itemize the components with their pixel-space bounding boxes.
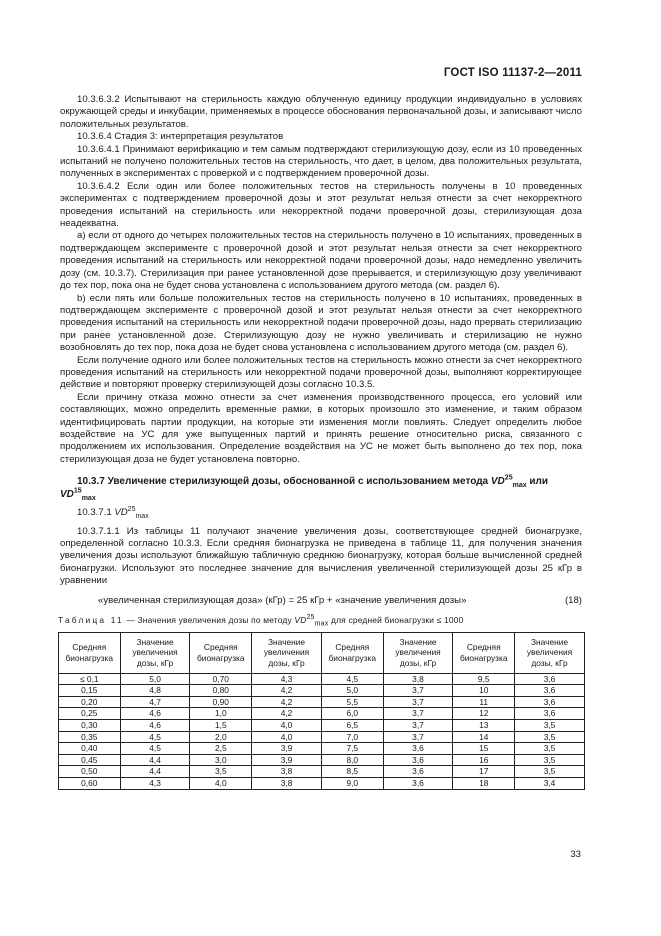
table-cell: 0,15 [59, 685, 121, 697]
table-cell: 4,3 [120, 777, 190, 789]
table-cell: 3,9 [252, 743, 322, 755]
table-cell: 1,0 [190, 708, 252, 720]
table-row [59, 696, 585, 708]
table-row [59, 731, 585, 743]
table-cell: 3,6 [515, 696, 585, 708]
table-cell: 3,8 [252, 777, 322, 789]
table-caption: Таблица 11 — Значения увеличения дозы по методу $VD^{25}_{max}$ для средней бионагрузки ≤ 1000 [58, 613, 464, 628]
table-cell: 3,5 [190, 766, 252, 778]
table-cell: 5,0 [321, 685, 383, 697]
table-cell: 0,90 [190, 696, 252, 708]
table-cell: 4,3 [252, 673, 322, 685]
subsection-heading-10-3-7-1: 10.3.7.1 $VD^{25}_{max}$ [77, 506, 149, 521]
column-header: Средняя бионагрузка [453, 632, 515, 673]
table-cell: 7,5 [321, 743, 383, 755]
table-row [59, 754, 585, 766]
table-cell: 9,0 [321, 777, 383, 789]
table-cell: 4,4 [120, 766, 190, 778]
paragraph-item-a: а) если от одного до четырех положительных тестов на стерильность получено в 10 испытаниях, проведенных в подтверждающем эксперименте с проверочной дозой и этот результат нельзя отнести за счет некорректного проведения испытаний на стерильность или некорректной подачи проверочной дозы, надо немедленно увеличить дозу (см. 10.3.7). Стерилизация при ранее установленной дозе прерывается, и стерилизующую дозу увеличивают до тех пор, пока она не будет снова установлена с использованием другого метода (см. раздел 6). [60, 230, 582, 292]
column-header: Значение увеличения дозы, кГр [515, 632, 585, 673]
table-body [59, 673, 585, 789]
table-row [59, 766, 585, 778]
column-header: Значение увеличения дозы, кГр [383, 632, 453, 673]
table-cell: 3,6 [515, 673, 585, 685]
table-cell: 3,6 [515, 708, 585, 720]
table-cell: 18 [453, 777, 515, 789]
table-cell: 4,5 [321, 673, 383, 685]
paragraph-item-b: b) если пять или больше положительных тестов на стерильность получено в 10 испытаниях, проведенных в подтверждающем эксперименте с проверочной дозой и этот результат нельзя отнести за счет некорректного проведения испытаний на стерильность или некорректной подачи проверочной дозы, надо прервать стерилизацию при ранее установленной дозе. Стерилизующую дозу не нужно увеличивать и стерилизацию не нужно возобновлять до тех пор, пока доза не будет снова установлена с использованием другого метода (см. раздел 6). [60, 292, 582, 354]
table-cell: 0,40 [59, 743, 121, 755]
page-number: 33 [570, 849, 581, 860]
table-cell: 3,5 [515, 754, 585, 766]
table-cell: 5,5 [321, 696, 383, 708]
table-cell: 0,20 [59, 696, 121, 708]
table-cell: 3,4 [515, 777, 585, 789]
column-header: Средняя бионагрузка [190, 632, 252, 673]
table-row [59, 685, 585, 697]
table-cell: 7,0 [321, 731, 383, 743]
table-cell: 4,7 [120, 696, 190, 708]
equation-text: «увеличенная стерилизующая доза» (кГр) = 25 кГр + «значение увеличения дозы» [98, 594, 467, 606]
table-cell: 3,9 [252, 754, 322, 766]
paragraph-10-3-6-3-2: 10.3.6.3.2 Испытывают на стерильность каждую облученную единицу продукции индивидуально в условиях окружающей среды и инкубации, применяемых в процессе обоснования первоначальной дозы, и записывают число положительных результатов. [60, 94, 582, 130]
section-heading-10-3-7: 10.3.7 Увеличение стерилизующей дозы, обоснованной с использованием метода $VD^{25}_{max}$ или $VD^{15}_{max}$ [60, 474, 549, 503]
table-cell: 4,5 [120, 731, 190, 743]
table-cell: 4,6 [120, 708, 190, 720]
table-cell: 3,7 [383, 696, 453, 708]
table-cell: 8,5 [321, 766, 383, 778]
paragraph-10-3-6-4-1: 10.3.6.4.1 Принимают верификацию и тем самым подтверждают стерилизующую дозу, если из 10 проведенных испытаний не получено положительных тестов на стерильность, что дает, в целом, два положительных результата, полученных в экспериментах с проверкой и с подтверждением проверочной дозы. [60, 143, 582, 180]
table-cell: 15 [453, 743, 515, 755]
paragraph-10-3-6-4-2: 10.3.6.4.2 Если один или более положительных тестов на стерильность получены в 10 проведенных экспериментах с подтверждением проверочной дозы и этот результат нельзя отнести за счет некорректного проведения испытаний на стерильность или некорректной подачи проверочной дозы, стерилизующая доза неадекватна. [60, 180, 582, 230]
table-cell: 0,60 [59, 777, 121, 789]
table-cell: 16 [453, 754, 515, 766]
table-cell: 4,8 [120, 685, 190, 697]
table-cell: 2,0 [190, 731, 252, 743]
page-content [60, 94, 582, 790]
table-cell: 5,0 [120, 673, 190, 685]
table-cell: 3,5 [515, 731, 585, 743]
table-row [59, 720, 585, 732]
table-row [59, 673, 585, 685]
table-cell: 0,70 [190, 673, 252, 685]
table-cell: 3,5 [515, 766, 585, 778]
table-cell: 9,5 [453, 673, 515, 685]
table-cell: 0,30 [59, 720, 121, 732]
table-cell: 6,5 [321, 720, 383, 732]
table-cell: 3,8 [383, 673, 453, 685]
table-cell: 3,5 [515, 720, 585, 732]
table-cell: 0,80 [190, 685, 252, 697]
paragraph-10-3-7-1-1: 10.3.7.1.1 Из таблицы 11 получают значение увеличения дозы, соответствующее средней бионагрузке, определенной согласно 10.3.3. Если средняя бионагрузка не приведена в таблице 11, для получения значения увеличения дозы используют ближайшую табличную среднюю бионагрузку, которая больше вычисленной средней бионагрузки. Используют это последнее значение для вычисления увеличенной стерилизующей дозы 25 кГр в уравнении [60, 525, 582, 587]
table-cell: 0,35 [59, 731, 121, 743]
paragraph-corrective-action: Если получение одного или более положительных тестов на стерильность можно отнести за счет некорректного проведения испытаний на стерильность или некорректной подачи проверочной дозы, выполняют корректирующее действие и повторяют проверку стерилизующей дозы согласно 10.3.5. [60, 354, 582, 391]
column-header: Значение увеличения дозы, кГр [120, 632, 190, 673]
table-cell: 10 [453, 685, 515, 697]
paragraph-10-3-6-4: 10.3.6.4 Стадия 3: интерпретация результатов [77, 131, 284, 143]
table-cell: 3,7 [383, 720, 453, 732]
table-cell: 4,2 [252, 708, 322, 720]
table-row [59, 708, 585, 720]
table-cell: 4,4 [120, 754, 190, 766]
document-header: ГОСТ ISO 11137-2—2011 [443, 67, 582, 79]
dose-increment-table [58, 632, 585, 790]
table-cell: 4,2 [252, 696, 322, 708]
table-cell: 3,6 [515, 685, 585, 697]
table-cell: 1,5 [190, 720, 252, 732]
table-cell: 6,0 [321, 708, 383, 720]
table-cell: 12 [453, 708, 515, 720]
table-cell: 4,5 [120, 743, 190, 755]
table-cell: 4,6 [120, 720, 190, 732]
table-cell: 4,0 [190, 777, 252, 789]
table-cell: 4,0 [252, 720, 322, 732]
column-header: Средняя бионагрузка [59, 632, 121, 673]
table-cell: 4,0 [252, 731, 322, 743]
table-cell: 4,2 [252, 685, 322, 697]
table-cell: 3,6 [383, 777, 453, 789]
table-cell: ≤ 0,1 [59, 673, 121, 685]
table-cell: 8,0 [321, 754, 383, 766]
paragraph-process-change: Если причину отказа можно отнести за счет изменения производственного процесса, его условий или составляющих, можно определить временные рамки, в которых произошло это изменение, и таким образом идентифицировать партии продукции, на которые эти изменения могли повлиять. Следует определить любое воздействие на УС для уже выпущенных партий и принять решение относительно риска, связанного с продолжением их использования. Определение воздействия на УС не может быть выполнено до тех пор, пока стерилизующая доза не будет установлена повторно. [60, 391, 582, 465]
table-cell: 17 [453, 766, 515, 778]
table-row [59, 743, 585, 755]
table-row [59, 777, 585, 789]
table-header-row [59, 632, 585, 673]
table-cell: 13 [453, 720, 515, 732]
table-cell: 3,0 [190, 754, 252, 766]
table-cell: 3,7 [383, 708, 453, 720]
table-cell: 0,50 [59, 766, 121, 778]
equation-18 [60, 595, 582, 608]
table-cell: 3,7 [383, 685, 453, 697]
table-cell: 3,8 [252, 766, 322, 778]
table-cell: 3,6 [383, 766, 453, 778]
table-cell: 3,6 [383, 743, 453, 755]
table-cell: 14 [453, 731, 515, 743]
column-header: Средняя бионагрузка [321, 632, 383, 673]
table-cell: 0,45 [59, 754, 121, 766]
table-cell: 3,5 [515, 743, 585, 755]
equation-number: (18) [564, 594, 582, 606]
table-cell: 0,25 [59, 708, 121, 720]
table-cell: 3,6 [383, 754, 453, 766]
table-cell: 3,7 [383, 731, 453, 743]
table-cell: 2,5 [190, 743, 252, 755]
table-cell: 11 [453, 696, 515, 708]
column-header: Значение увеличения дозы, кГр [252, 632, 322, 673]
